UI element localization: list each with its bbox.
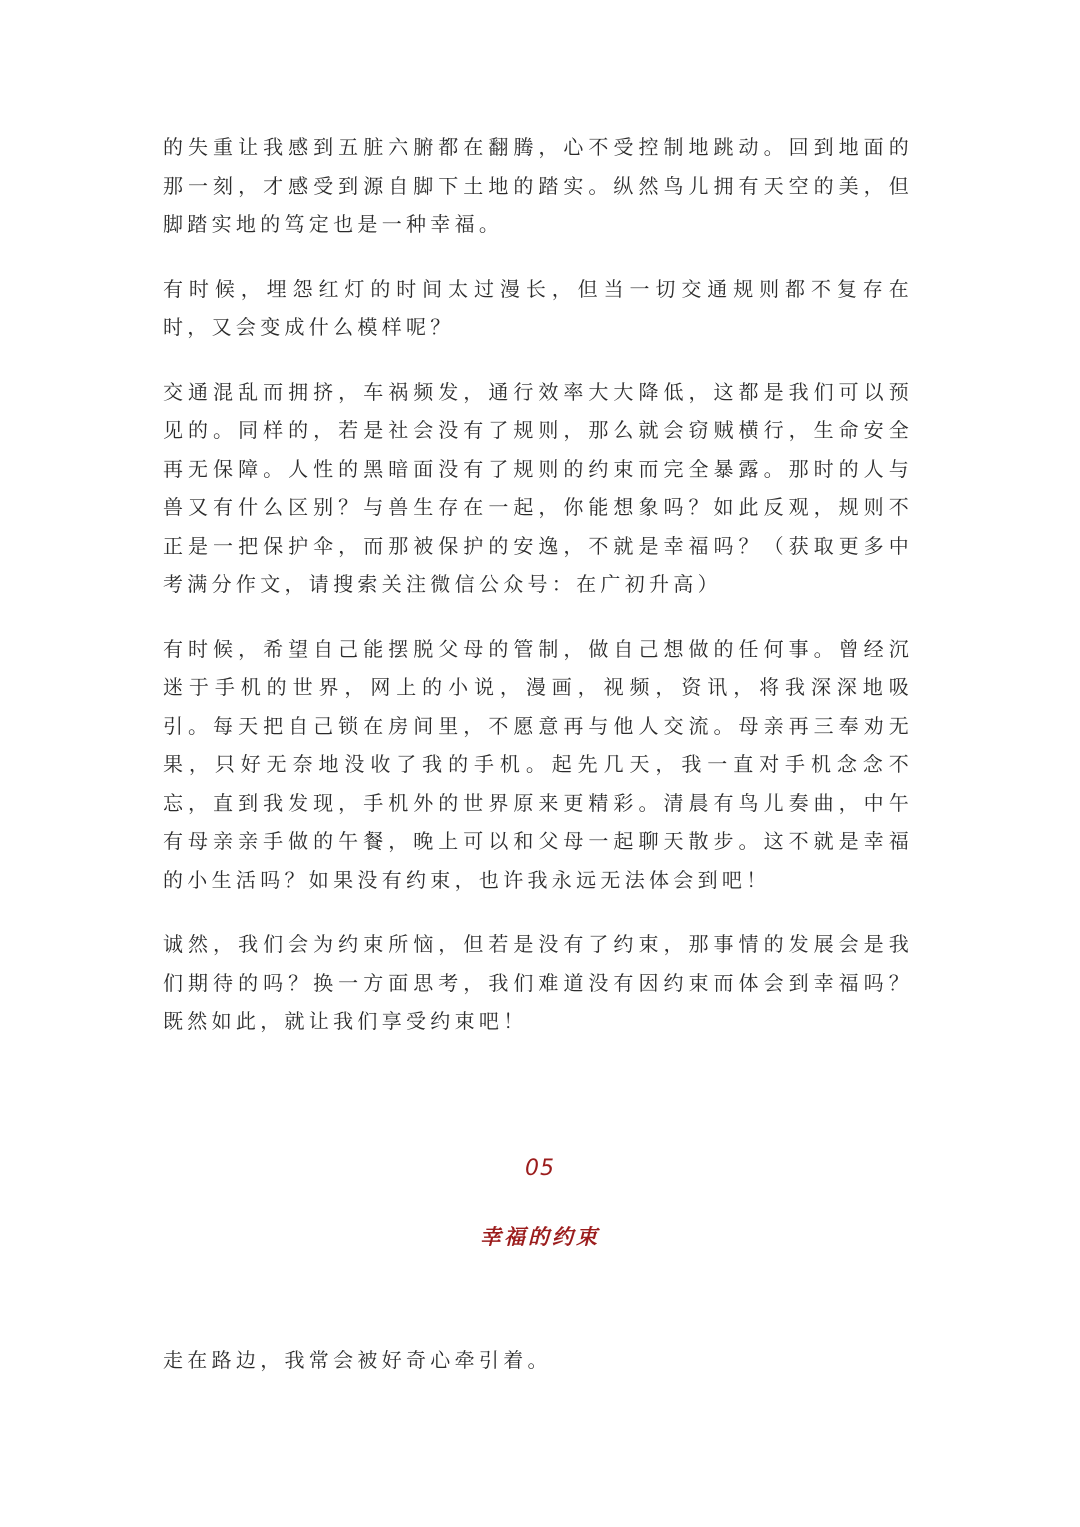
- paragraph-spacer: [163, 899, 913, 925]
- article-body: [163, 128, 913, 1041]
- section-number: 05: [525, 1156, 555, 1181]
- section-body: [163, 1341, 913, 1380]
- paragraph: 有时候，希望自己能摆脱父母的管制，做自己想做的任何事。曾经沉迷于手机的世界，网上的小说，漫画，视频，资讯，将我深深地吸引。每天把自己锁在房间里，不愿意再与他人交流。母亲再三奉劝无果，只好无奈地没收了我的手机。起先几天，我一直对手机念念不忘，直到我发现，手机外的世界原来更精彩。清晨有鸟儿奏曲，中午有母亲亲手做的午餐，晚上可以和父母一起聊天散步。这不就是幸福的小生活吗？如果没有约束，也许我永远无法体会到吧！: [163, 636, 913, 892]
- paragraph: 走在路边，我常会被好奇心牵引着。: [163, 1348, 552, 1372]
- paragraph: 有时候，埋怨红灯的时间太过漫长，但当一切交通规则都不复存在时，又会变成什么模样呢？: [163, 276, 913, 339]
- paragraph-spacer: [163, 244, 913, 270]
- paragraph: 交通混乱而拥挤，车祸频发，通行效率大大降低，这都是我们可以预见的。同样的，若是社会没有了规则，那么就会窃贼横行，生命安全再无保障。人性的黑暗面没有了规则的约束而完全暴露。那时的人与兽又有什么区别？与兽生存在一起，你能想象吗？如此反观，规则不正是一把保护伞，而那被保护的安逸，不就是幸福吗？（获取更多中考满分作文，请搜索关注微信公众号：在广初升高）: [163, 379, 913, 596]
- paragraph-spacer: [163, 604, 913, 630]
- paragraph: 的失重让我感到五脏六腑都在翻腾，心不受控制地跳动。回到地面的那一刻，才感受到源自脚下土地的踏实。纵然鸟儿拥有天空的美，但脚踏实地的笃定也是一种幸福。: [163, 135, 913, 236]
- section-title: 幸福的约束: [480, 1225, 600, 1249]
- paragraph-spacer: [163, 347, 913, 373]
- paragraph: 诚然，我们会为约束所恼，但若是没有了约束，那事情的发展会是我们期待的吗？换一方面思考，我们难道没有因约束而体会到幸福吗？既然如此，就让我们享受约束吧！: [163, 932, 913, 1033]
